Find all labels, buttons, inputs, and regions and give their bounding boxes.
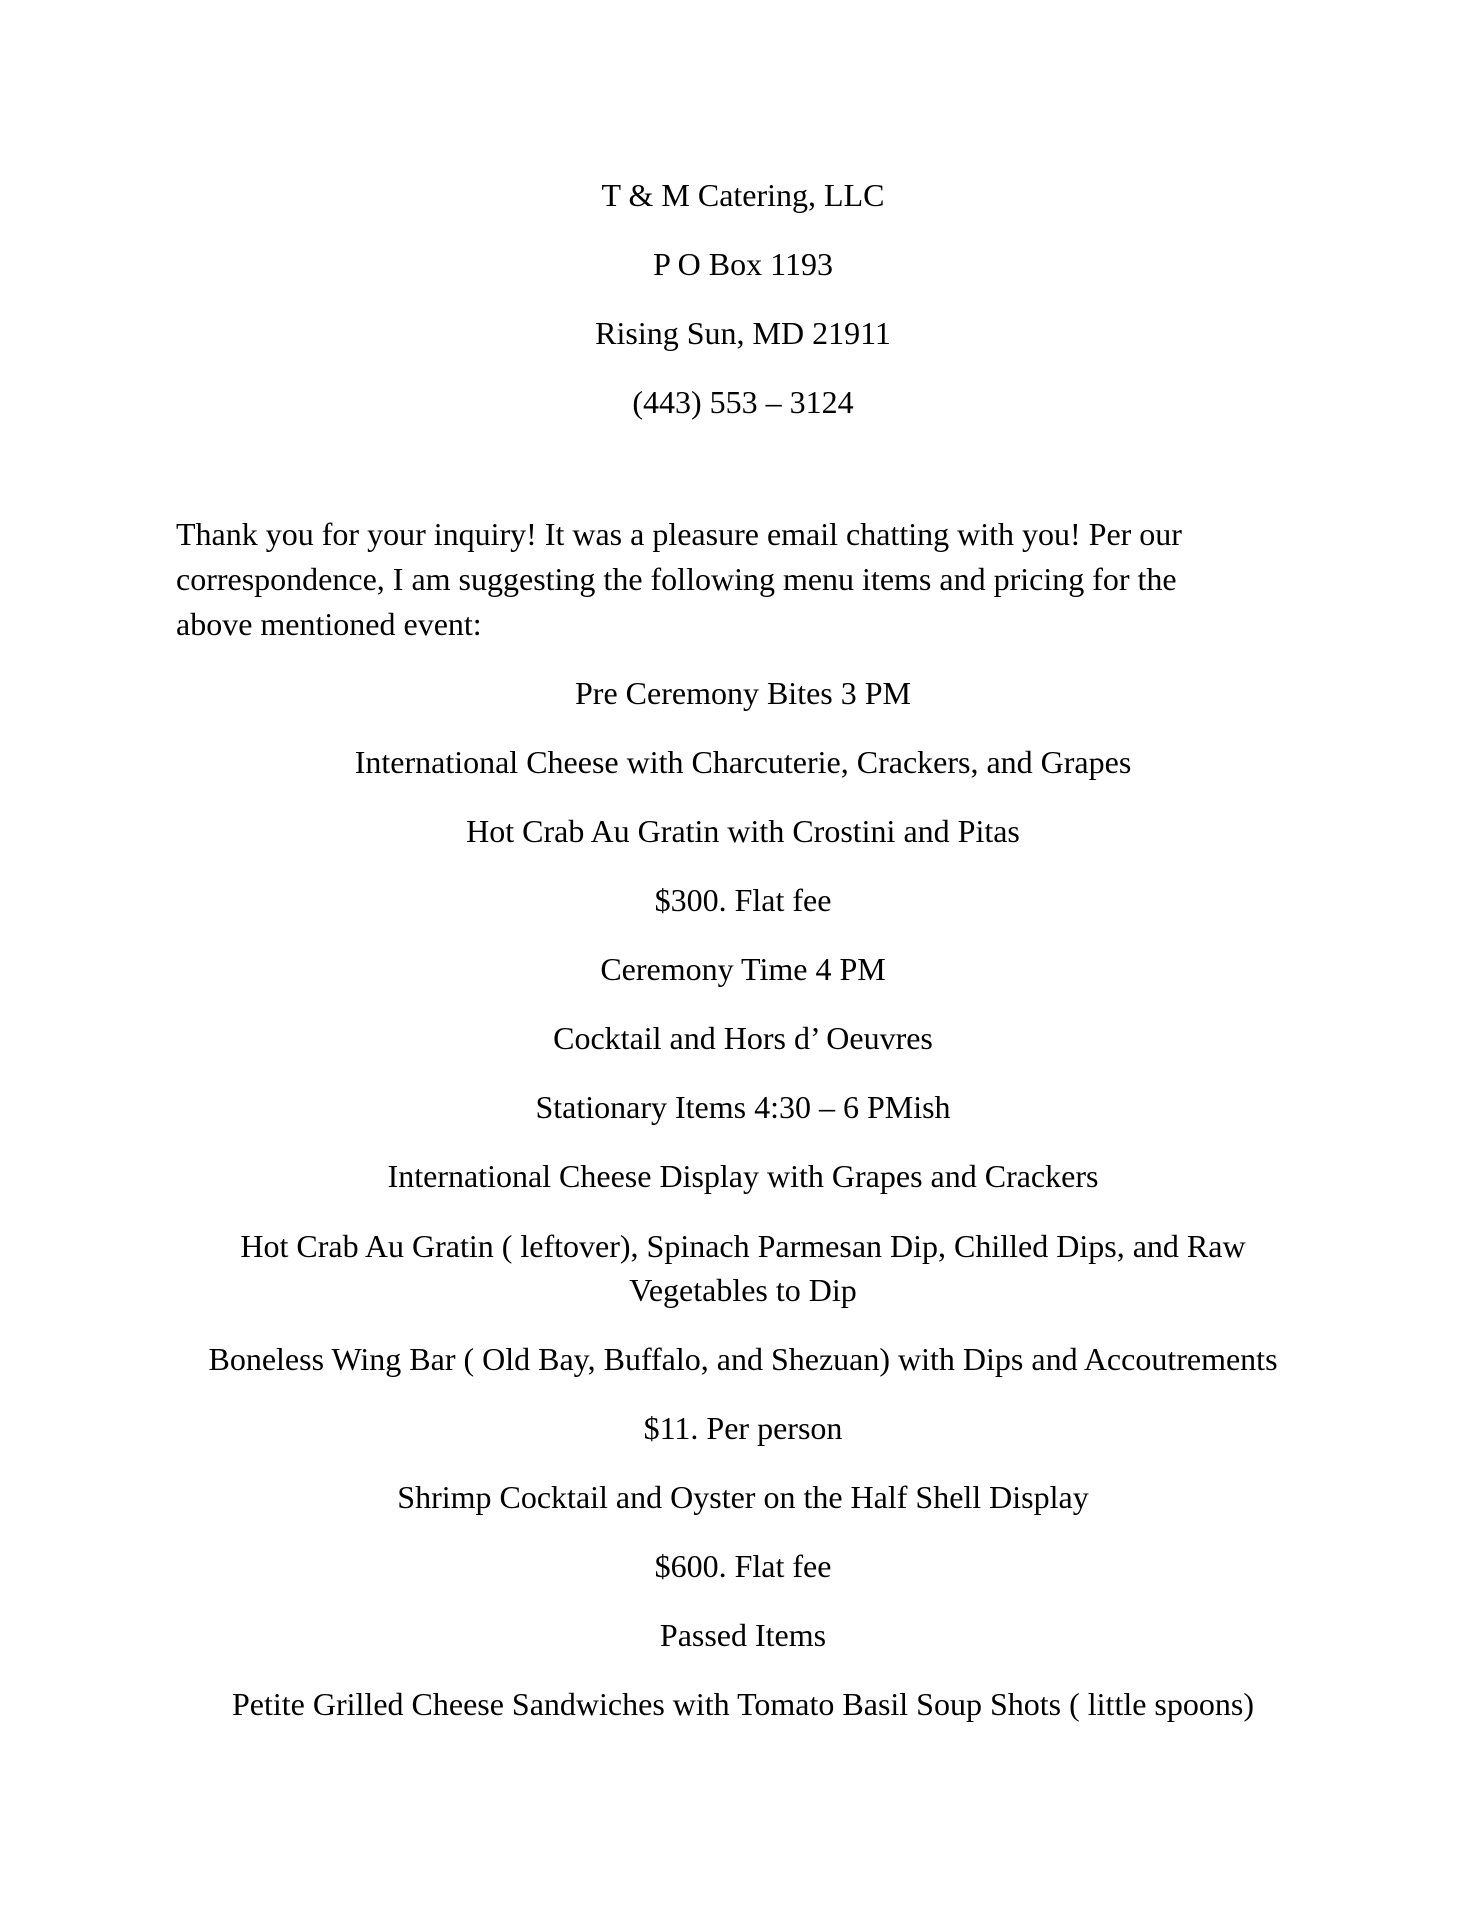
city-state-zip: Rising Sun, MD 21911: [595, 315, 891, 351]
phone-number: (443) 553 – 3124: [632, 384, 854, 420]
pre-ceremony-item: Hot Crab Au Gratin with Crostini and Pitas: [466, 813, 1020, 849]
passed-item: Petite Grilled Cheese Sandwiches with Tomato Basil Soup Shots ( little spoons): [232, 1686, 1254, 1722]
stationary-item-line-1: Hot Crab Au Gratin ( leftover), Spinach Parmesan Dip, Chilled Dips, and Raw: [240, 1228, 1246, 1264]
intro-line-2: correspondence, I am suggesting the following menu items and pricing for the: [176, 561, 1177, 597]
stationary-heading: Stationary Items 4:30 – 6 PMish: [535, 1089, 951, 1125]
intro-line-1: Thank you for your inquiry! It was a pleasure email chatting with you! Per our: [176, 516, 1182, 552]
stationary-item: Boneless Wing Bar ( Old Bay, Buffalo, and Shezuan) with Dips and Accoutrements: [208, 1341, 1278, 1377]
stationary-item-line-2: Vegetables to Dip: [629, 1272, 857, 1308]
pre-ceremony-heading: Pre Ceremony Bites 3 PM: [575, 675, 911, 711]
company-name: T & M Catering, LLC: [601, 177, 885, 213]
cocktail-heading: Cocktail and Hors d’ Oeuvres: [553, 1020, 933, 1056]
ceremony-time: Ceremony Time 4 PM: [600, 951, 886, 987]
passed-items-heading: Passed Items: [659, 1617, 827, 1653]
pre-ceremony-item: International Cheese with Charcuterie, Crackers, and Grapes: [354, 744, 1132, 780]
stationary-price: $11. Per person: [643, 1410, 843, 1446]
shrimp-item: Shrimp Cocktail and Oyster on the Half Shell Display: [397, 1479, 1089, 1515]
shrimp-price: $600. Flat fee: [654, 1548, 832, 1584]
stationary-item: International Cheese Display with Grapes and Crackers: [387, 1158, 1099, 1194]
po-box: P O Box 1193: [653, 246, 833, 282]
intro-line-3: above mentioned event:: [176, 606, 482, 642]
pre-ceremony-price: $300. Flat fee: [654, 882, 832, 918]
